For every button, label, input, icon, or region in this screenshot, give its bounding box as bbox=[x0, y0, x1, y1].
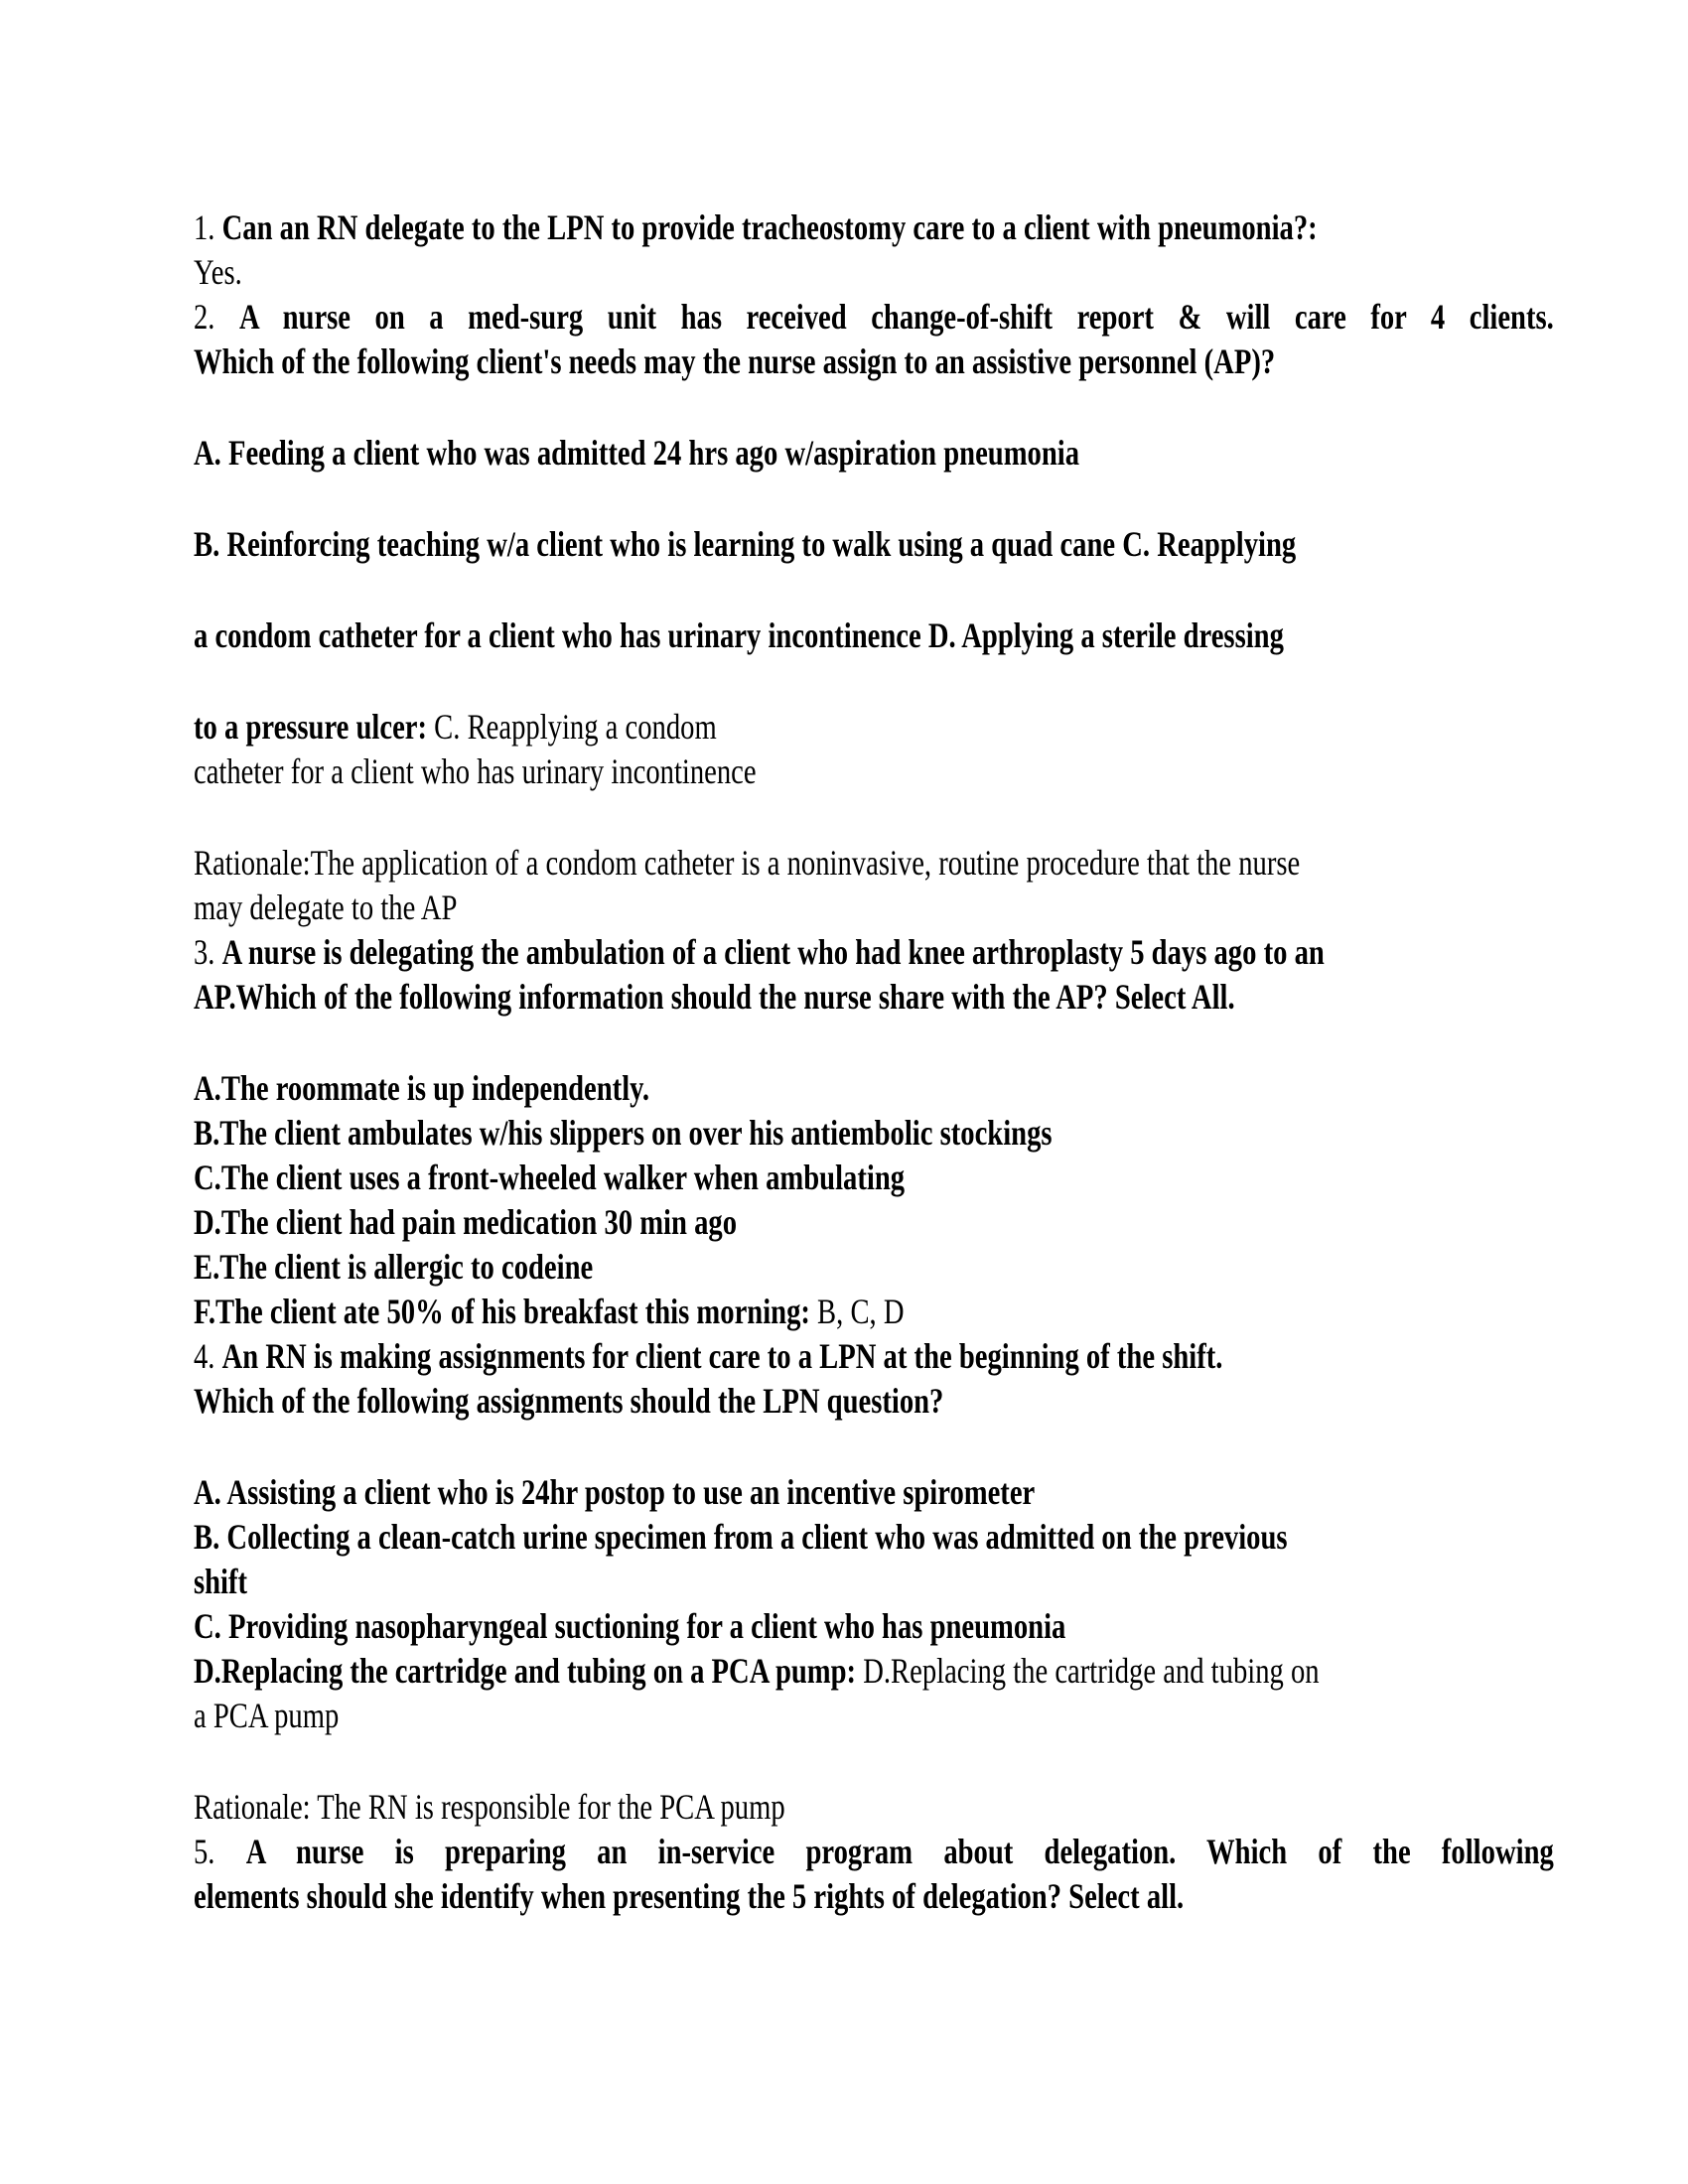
q4-option-a bbox=[194, 1470, 1554, 1515]
q1-number: 1. bbox=[194, 207, 222, 247]
q4-number: 4. bbox=[194, 1336, 222, 1376]
q2-rationale-text: Rationale:The application of a condom catheter is a noninvasive, routine procedure that the nurse bbox=[194, 843, 1301, 883]
q4-line1 bbox=[194, 1334, 1554, 1379]
q2-line2 bbox=[194, 340, 1554, 384]
q4-option-b-line1 bbox=[194, 1515, 1554, 1560]
q3-option-f-and-answer bbox=[194, 1290, 1554, 1334]
q4-line2 bbox=[194, 1379, 1554, 1424]
q2-option-b-text: B. Reinforcing teaching w/a client who is learning to walk using a quad cane C. Reapplying bbox=[194, 524, 1297, 564]
q2-rationale-line2 bbox=[194, 886, 1554, 930]
q4-option-d-and-answer bbox=[194, 1649, 1554, 1694]
q3-option-a bbox=[194, 1066, 1554, 1111]
q3-option-c bbox=[194, 1156, 1554, 1200]
document-content bbox=[194, 205, 1554, 1919]
q2-option-d-end-text: to a pressure ulcer: bbox=[194, 707, 435, 747]
q4-option-b-line2 bbox=[194, 1560, 1554, 1604]
q1-question-text: Can an RN delegate to the LPN to provide tracheostomy care to a client with pneumonia?: bbox=[221, 207, 1318, 247]
q2-option-c-d-text: a condom catheter for a client who has urinary incontinence D. Applying a sterile dressing bbox=[194, 615, 1284, 655]
q2-option-b bbox=[194, 522, 1554, 567]
q4-question-text-cont: Which of the following assignments should the LPN question? bbox=[194, 1381, 944, 1421]
q4-answer-cont bbox=[194, 1694, 1554, 1738]
q1-answer-text: Yes. bbox=[194, 252, 242, 292]
q2-option-a-text: A. Feeding a client who was admitted 24 hrs ago w/aspiration pneumonia bbox=[194, 433, 1080, 473]
q4-answer-text-cont: a PCA pump bbox=[194, 1696, 340, 1735]
q3-number: 3. bbox=[194, 932, 222, 972]
q4-option-b-text-cont: shift bbox=[194, 1562, 248, 1601]
q2-option-a bbox=[194, 431, 1554, 476]
q3-line1 bbox=[194, 930, 1554, 975]
q3-option-d bbox=[194, 1200, 1554, 1245]
q5-question-text-cont: elements should she identify when presenting the 5 rights of delegation? Select all. bbox=[194, 1876, 1185, 1916]
q3-option-b-text: B.The client ambulates w/his slippers on over his antiembolic stockings bbox=[194, 1113, 1053, 1153]
q2-rationale-line1 bbox=[194, 841, 1554, 886]
q4-option-b-text: B. Collecting a clean-catch urine specimen from a client who was admitted on the previous bbox=[194, 1517, 1288, 1557]
q2-rationale-text-cont: may delegate to the AP bbox=[194, 887, 458, 927]
q5-question-text: A nurse is preparing an in-service program about delegation. Which of the following bbox=[245, 1832, 1554, 1871]
q3-option-a-text: A.The roommate is up independently. bbox=[194, 1068, 650, 1108]
q2-number: 2. bbox=[194, 297, 240, 337]
q2-question-text: A nurse on a med-surg unit has received change-of-shift report & will care for 4 clients. bbox=[239, 297, 1554, 337]
q3-option-e bbox=[194, 1245, 1554, 1290]
q5-number: 5. bbox=[194, 1832, 246, 1871]
q2-answer-cont bbox=[194, 750, 1554, 794]
q4-option-c-text: C. Providing nasopharyngeal suctioning for a client who has pneumonia bbox=[194, 1606, 1066, 1646]
q1-answer bbox=[194, 250, 1554, 295]
q3-question-text-cont: AP.Which of the following information should the nurse share with the AP? Select All. bbox=[194, 977, 1235, 1017]
q3-question-text: A nurse is delegating the ambulation of a client who had knee arthroplasty 5 days ago to an bbox=[221, 932, 1325, 972]
q4-option-a-text: A. Assisting a client who is 24hr postop to use an incentive spirometer bbox=[194, 1472, 1036, 1512]
q2-option-d-end-and-answer bbox=[194, 705, 1554, 750]
q3-option-d-text: D.The client had pain medication 30 min ago bbox=[194, 1202, 738, 1242]
q3-option-e-text: E.The client is allergic to codeine bbox=[194, 1247, 594, 1287]
q2-answer-text-cont: catheter for a client who has urinary incontinence bbox=[194, 751, 757, 791]
q5-line2 bbox=[194, 1874, 1554, 1919]
q2-option-c-d bbox=[194, 614, 1554, 658]
q5-line1 bbox=[194, 1830, 1554, 1874]
q2-question-text-cont: Which of the following client's needs may the nurse assign to an assistive personnel (AP)? bbox=[194, 341, 1276, 381]
q3-answer-text: B, C, D bbox=[817, 1292, 905, 1331]
q4-option-d-text: D.Replacing the cartridge and tubing on a PCA pump: bbox=[194, 1651, 864, 1691]
q4-question-text: An RN is making assignments for client care to a LPN at the beginning of the shift. bbox=[221, 1336, 1223, 1376]
q4-rationale-text: Rationale: The RN is responsible for the PCA pump bbox=[194, 1787, 785, 1827]
q3-option-c-text: C.The client uses a front-wheeled walker when ambulating bbox=[194, 1158, 906, 1197]
q2-line1 bbox=[194, 295, 1554, 340]
q3-option-f-text: F.The client ate 50% of his breakfast this morning: bbox=[194, 1292, 818, 1331]
q4-answer-text: D.Replacing the cartridge and tubing on bbox=[863, 1651, 1320, 1691]
q1-line1 bbox=[194, 205, 1554, 250]
q3-option-b bbox=[194, 1111, 1554, 1156]
q4-rationale bbox=[194, 1785, 1554, 1830]
q4-option-c bbox=[194, 1604, 1554, 1649]
q3-line2 bbox=[194, 975, 1554, 1020]
q2-answer-text: C. Reapplying a condom bbox=[434, 707, 717, 747]
